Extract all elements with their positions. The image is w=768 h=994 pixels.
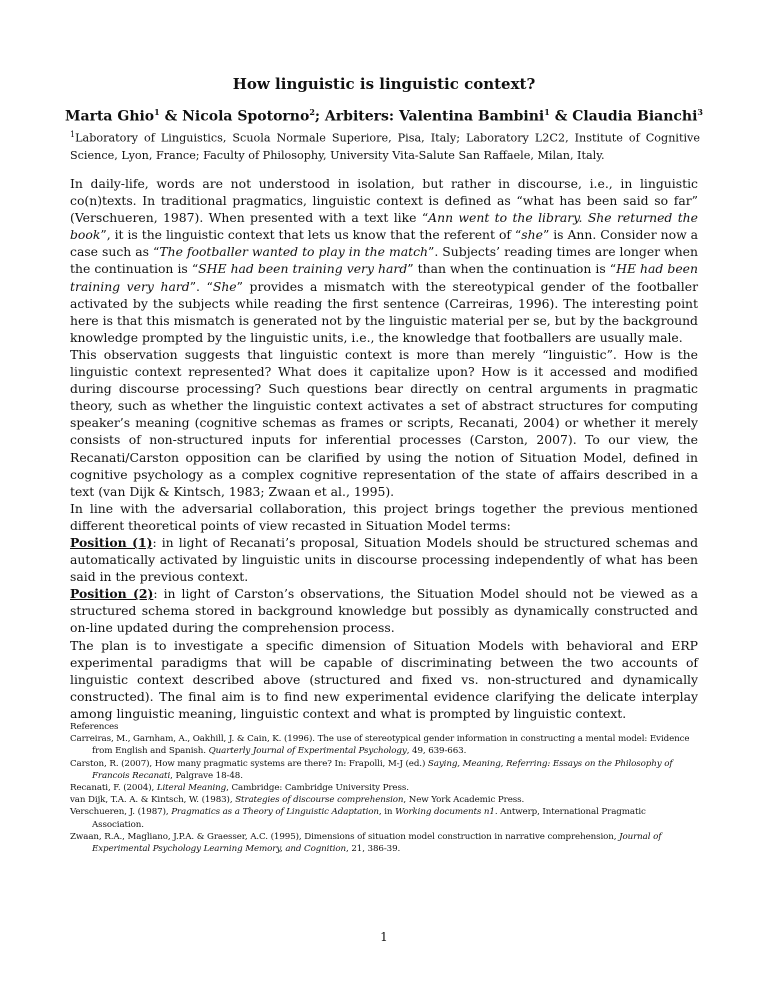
affiliation-mark: 2	[309, 107, 315, 117]
text-run: ” is Ann. Consider now a case such as “	[70, 227, 698, 260]
source-title: Pragmatics as a Theory of Linguistic Adaptation	[171, 807, 379, 818]
example-text: she	[521, 227, 543, 243]
text-run: , New York Academic Press.	[403, 795, 525, 806]
affiliation-mark: 1	[154, 107, 160, 117]
source-title: Working documents n1	[395, 807, 495, 818]
example-text: HE had been training very hard	[70, 261, 698, 294]
arbiters-label: ; Arbiters:	[314, 108, 399, 125]
position-2	[70, 585, 698, 636]
position-2-text: : in light of Carston’s observations, the Situation Model should not be viewed as a structured schema stored in background knowledge but possibly as dynamically constructed and on-line updated during the comprehension process.	[70, 586, 699, 636]
affiliation-mark: 1	[544, 107, 550, 117]
example-text: Ann went to the library. She returned the book	[70, 210, 698, 243]
text-run: Verschueren, J. (1987),	[70, 807, 172, 818]
text-run: In daily-life, words are not understood in isolation, but rather in discourse, i.e., in linguistic co(n)texts. In traditional pragmatics, linguistic context is defined as “what has been said so far” (Verschueren, 1987). When presented with a text like “	[70, 176, 698, 226]
text-run: , 21, 386-39.	[346, 844, 401, 855]
position-1-label: Position (1)	[70, 534, 153, 550]
reference-item	[70, 794, 698, 806]
example-text: She	[212, 278, 237, 294]
author-name: Marta Ghio	[65, 108, 155, 125]
text-run: , Cambridge: Cambridge University Press.	[226, 783, 409, 794]
affiliation-mark: 1	[70, 130, 76, 139]
paragraph-questions: This observation suggests that linguistic context is more than merely “linguistic”. How is the linguistic context represented? What does it capitalize upon? How is it accessed and modified during discourse processing? Such questions bear directly on central arguments in pragmatic theory, such as whether the linguistic context activates a set of abstract structures for computing speaker’s meaning (cognitive schemas as frames or scripts, Recanati, 2004) or whether it merely consists of non-structured inputs for inferential processes (Carston, 2007). To our view, the Recanati/Carston opposition can be clarified by using the notion of Situation Model, defined in cognitive psychology as a complex cognitive representation of the state of affairs described in a text (van Dijk & Kintsch, 1983; Zwaan et al., 1995).	[70, 346, 698, 499]
position-2-label: Position (2)	[70, 586, 154, 602]
paper-title: How linguistic is linguistic context?	[232, 75, 536, 93]
text-run: , in	[378, 807, 396, 818]
affiliations	[70, 126, 700, 164]
example-text: The footballer wanted to play in the match	[159, 244, 429, 260]
references-section	[70, 721, 698, 855]
source-title: Strategies of discourse comprehension	[235, 795, 404, 806]
paragraph-intro	[70, 175, 698, 346]
reference-item	[70, 782, 698, 794]
text-run: Carston, R. (2007), How many pragmatic systems are there? In: Frapolli, M-J (ed.)	[70, 758, 428, 769]
separator: &	[549, 108, 573, 125]
text-run: Recanati, F. (2004),	[70, 783, 157, 794]
page-number: 1	[380, 930, 388, 944]
reference-item	[70, 733, 698, 757]
example-text: SHE had been training very hard	[198, 261, 408, 277]
author-line	[0, 107, 768, 125]
affiliation-mark: 3	[697, 107, 703, 117]
position-1	[70, 534, 698, 585]
arbiter-name: Valentina Bambini	[398, 108, 545, 125]
separator: &	[159, 108, 183, 125]
references-heading: References	[70, 722, 119, 732]
position-1-text: : in light of Recanati’s proposal, Situation Models should be structured schemas and automatically activated by linguistic units in discourse processing independently of what has been said in the previous context.	[70, 534, 699, 585]
reference-item	[70, 806, 698, 830]
source-title: Quarterly Journal of Experimental Psychology	[208, 746, 407, 757]
reference-item	[70, 831, 698, 855]
text-run: ”. “	[189, 278, 213, 294]
source-title: Journal of Experimental Psychology Learning Memory, and Cognition	[92, 831, 662, 855]
source-title: Saying, Meaning, Referring: Essays on the Philosophy of Francois Recanati	[92, 758, 673, 781]
text-run: ” provides a mismatch with the stereotypical gender of the footballer activated by the subjects while reading the first sentence (Carreiras, 1996). The interesting point here is that this mismatch is generated not by the linguistic material per se, but by the background knowledge prompted by the linguistic units, i.e., the knowledge that footballers are usually male.	[70, 278, 698, 345]
text-run: van Dijk, T.A. A. & Kintsch, W. (1983),	[70, 795, 236, 806]
text-run: Zwaan, R.A., Magliano, J.P.A. & Graesser, A.C. (1995), Dimensions of situation model construction in narrative comprehension,	[70, 831, 620, 842]
paragraph-plan: The plan is to investigate a specific dimension of Situation Models with behavioral and ERP experimental paradigms that will be capable of discriminating between the two accounts of linguistic context described above (structured and fixed vs. non-structured and dynamically constructed). The final aim is to find new experimental evidence clarifying the delicate interplay among linguistic meaning, linguistic context and what is prompted by linguistic context.	[70, 637, 698, 721]
abstract-body	[70, 175, 698, 722]
affiliation-text: Laboratory of Linguistics, Scuola Normale Superiore, Pisa, Italy; Laboratory L2C2, Institute of Cognitive Science, Lyon, France; Faculty of Philosophy, University Vita-Salute San Raffaele, Milan, Italy.	[70, 131, 700, 162]
reference-item	[70, 758, 698, 782]
text-run: ”. Subjects’ reading times are longer when the continuation is “	[70, 244, 698, 277]
text-run: . Antwerp, International Pragmatic Association.	[92, 807, 646, 830]
text-run: , 49, 639-663.	[406, 746, 467, 757]
paragraph-collaboration: In line with the adversarial collaboration, this project brings together the previous mentioned different theoretical points of view recasted in Situation Model terms:	[70, 500, 698, 533]
text-run: Carreiras, M., Garnham, A., Oakhill, J. & Cain, K. (1996). The use of stereotypical gender information in constructing a mental model: Evidence from English and Spanish.	[70, 734, 690, 757]
arbiter-name: Claudia Bianchi	[572, 108, 698, 125]
text-run: ”, it is the linguistic context that lets us know that the referent of “	[100, 227, 522, 243]
text-run: , Palgrave 18-48.	[170, 770, 243, 781]
text-run: ” than when the continuation is “	[407, 261, 617, 277]
source-title: Literal Meaning	[156, 783, 227, 794]
author-name: Nicola Spotorno	[182, 108, 310, 125]
